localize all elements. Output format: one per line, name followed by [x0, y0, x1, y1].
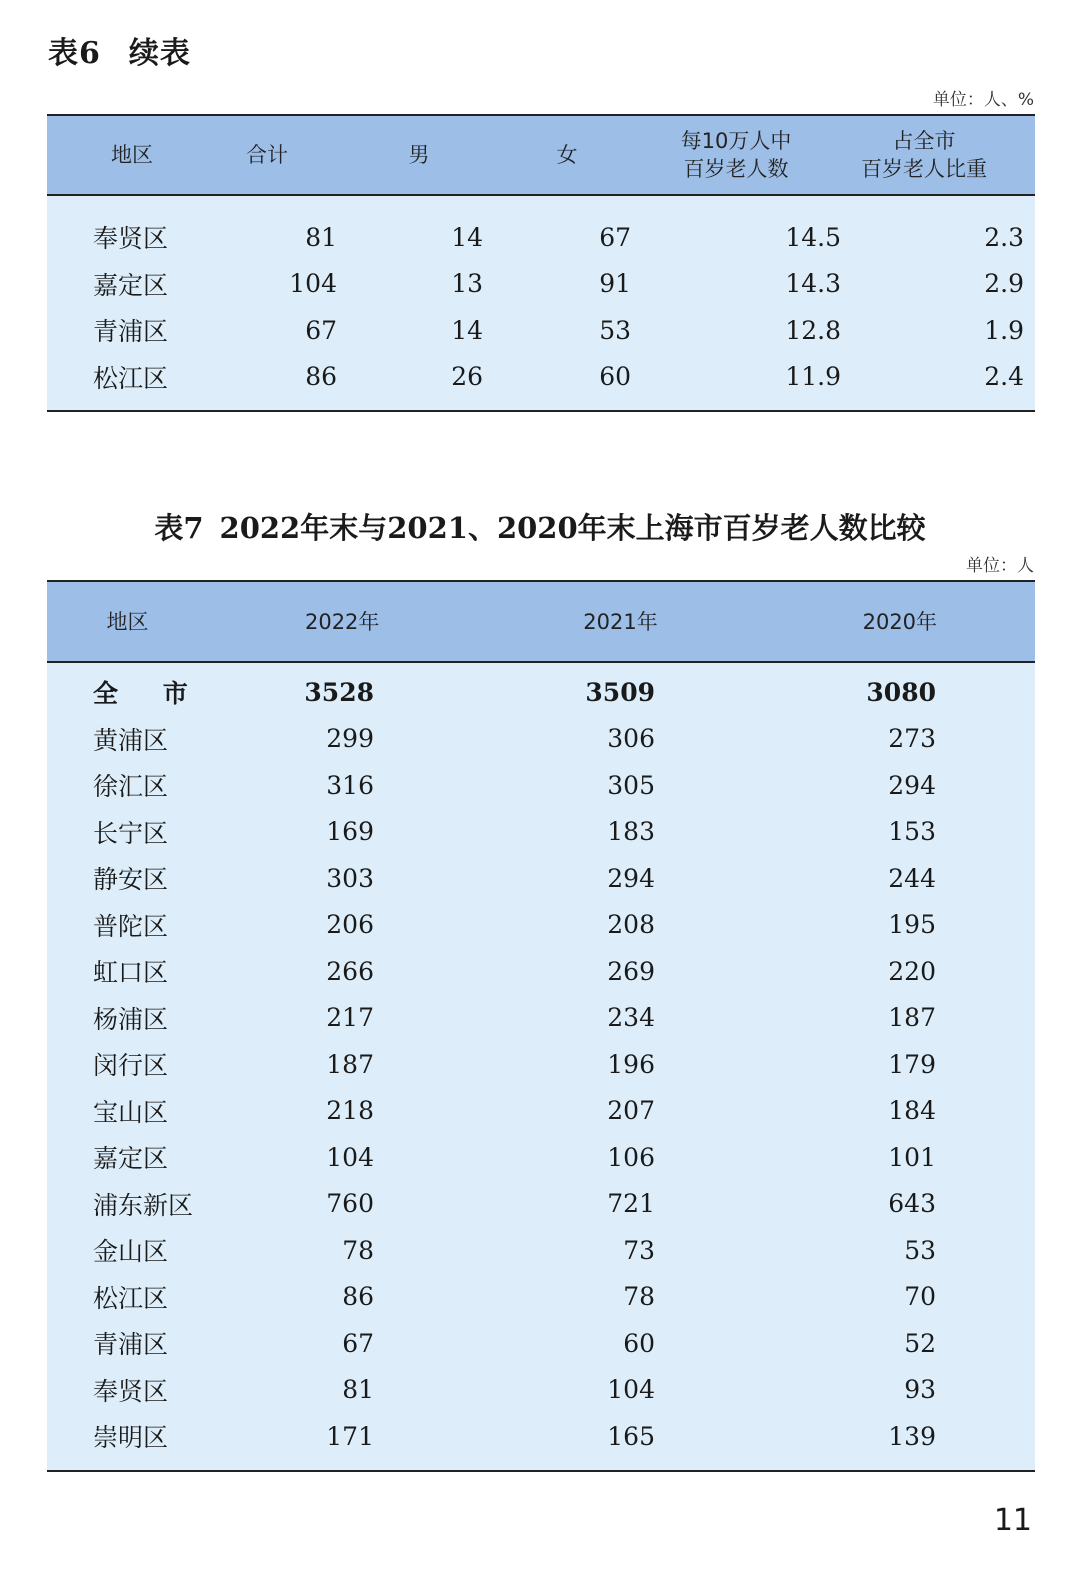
cell-2021: 305	[607, 770, 655, 800]
header-2021: 2021年	[583, 609, 658, 634]
header-region: 地区	[106, 609, 149, 634]
table-row	[47, 902, 1035, 949]
cell-share: 2.3	[984, 222, 1024, 252]
cell-2020: 101	[888, 1142, 936, 1172]
table-row	[47, 307, 1035, 354]
cell-2020: 187	[888, 1003, 936, 1033]
cell-2022: 187	[326, 1049, 374, 1079]
cell-total: 86	[305, 362, 337, 392]
cell-per100k: 12.8	[785, 315, 841, 345]
cell-2020: 294	[888, 770, 936, 800]
cell-2021: 183	[607, 817, 655, 847]
cell-2022: 206	[326, 910, 374, 940]
cell-2020: 70	[904, 1282, 936, 1312]
table-row	[47, 214, 1035, 261]
table-row	[47, 762, 1035, 809]
cell-region: 全 市	[93, 679, 206, 709]
header-male: 男	[408, 143, 430, 167]
table-row	[47, 354, 1035, 401]
table-row	[47, 1088, 1035, 1135]
cell-region: 青浦区	[93, 317, 169, 347]
cell-2021: 294	[607, 863, 655, 893]
cell-total: 81	[305, 222, 337, 252]
table-row	[47, 1274, 1035, 1321]
cell-female: 53	[599, 315, 631, 345]
cell-region: 闵行区	[93, 1051, 169, 1081]
header-region: 地区	[111, 143, 153, 167]
cell-male: 14	[451, 222, 483, 252]
cell-2020: 93	[904, 1375, 936, 1405]
cell-2020: 184	[888, 1096, 936, 1126]
cell-region: 奉贤区	[93, 224, 169, 254]
cell-region: 黄浦区	[93, 725, 169, 755]
cell-2022: 171	[326, 1421, 374, 1451]
cell-region: 虹口区	[93, 958, 169, 988]
table-row	[47, 1227, 1035, 1274]
table6-title-text: 续表	[128, 36, 191, 71]
table-row	[47, 1413, 1035, 1460]
cell-2021: 73	[623, 1235, 655, 1265]
header-share-line2: 百岁老人比重	[861, 157, 987, 181]
header-total: 合计	[246, 143, 288, 167]
cell-2021: 269	[607, 956, 655, 986]
cell-2021: 106	[607, 1142, 655, 1172]
cell-2022: 266	[326, 956, 374, 986]
cell-share: 2.9	[984, 269, 1024, 299]
cell-share: 1.9	[984, 315, 1024, 345]
cell-2022: 760	[326, 1189, 374, 1219]
table-row	[47, 809, 1035, 856]
header-2022: 2022年	[304, 609, 380, 634]
table6-title-number: 表6	[48, 36, 101, 71]
cell-2021: 306	[607, 724, 655, 754]
table7-body	[47, 663, 1035, 1472]
cell-female: 60	[599, 362, 631, 392]
table-row	[47, 855, 1035, 902]
cell-region: 静安区	[93, 865, 169, 895]
table6-body	[47, 196, 1035, 412]
header-per100k	[613, 127, 859, 183]
cell-male: 14	[451, 315, 483, 345]
cell-2020: 139	[888, 1421, 936, 1451]
cell-region: 徐汇区	[93, 772, 169, 802]
cell-2022: 86	[342, 1282, 374, 1312]
cell-per100k: 14.5	[785, 222, 841, 252]
header-per100k-line2: 百岁老人数	[683, 157, 789, 181]
cell-2021: 60	[623, 1328, 655, 1358]
cell-2020: 195	[888, 910, 936, 940]
cell-region: 浦东新区	[93, 1190, 194, 1220]
table-row	[47, 1181, 1035, 1228]
cell-2022: 316	[326, 770, 374, 800]
cell-region: 松江区	[93, 363, 169, 393]
cell-2022: 218	[326, 1096, 374, 1126]
header-per100k-line1: 每10万人中	[680, 129, 792, 153]
cell-2020: 220	[888, 956, 936, 986]
cell-2022: 81	[342, 1375, 374, 1405]
cell-male: 13	[451, 269, 483, 299]
cell-male: 26	[451, 362, 483, 392]
cell-2021: 78	[623, 1282, 655, 1312]
table6-title	[48, 28, 191, 72]
cell-2020: 643	[888, 1189, 936, 1219]
cell-2022: 299	[326, 724, 374, 754]
header-share	[859, 127, 989, 183]
cell-2020: 3080	[866, 677, 936, 707]
cell-2020: 153	[888, 817, 936, 847]
cell-2022: 169	[326, 817, 374, 847]
cell-2022: 217	[326, 1003, 374, 1033]
table7	[47, 580, 1035, 1472]
cell-2022: 78	[342, 1235, 374, 1265]
cell-region: 奉贤区	[93, 1376, 169, 1406]
cell-2020: 244	[888, 863, 936, 893]
cell-share: 2.4	[984, 362, 1024, 392]
cell-region: 崇明区	[93, 1423, 169, 1453]
table-row	[47, 995, 1035, 1042]
cell-region: 普陀区	[93, 911, 169, 941]
table-row	[47, 1320, 1035, 1367]
cell-region: 宝山区	[93, 1097, 169, 1127]
table7-header	[47, 580, 1035, 663]
cell-2022: 303	[326, 863, 374, 893]
table7-title-number: 表7	[154, 511, 204, 545]
cell-2020: 179	[888, 1049, 936, 1079]
table7-unit: 单位：人	[966, 556, 1034, 576]
cell-female: 91	[599, 269, 631, 299]
cell-2022: 67	[342, 1328, 374, 1358]
table-row-total	[47, 669, 1035, 716]
cell-total: 67	[305, 315, 337, 345]
cell-2021: 208	[607, 910, 655, 940]
cell-region: 嘉定区	[93, 1144, 169, 1174]
cell-2022: 3528	[304, 677, 374, 707]
table-row	[47, 716, 1035, 763]
cell-2021: 721	[607, 1189, 655, 1219]
header-share-line1: 占全市	[892, 129, 956, 153]
cell-2020: 52	[904, 1328, 936, 1358]
cell-region: 杨浦区	[93, 1004, 169, 1034]
header-2020: 2020年	[862, 609, 938, 634]
cell-per100k: 11.9	[785, 362, 841, 392]
cell-2022: 104	[326, 1142, 374, 1172]
table-row	[47, 948, 1035, 995]
table-row	[47, 1041, 1035, 1088]
cell-2020: 53	[904, 1235, 936, 1265]
cell-2021: 3509	[585, 677, 655, 707]
cell-region: 金山区	[93, 1237, 169, 1267]
cell-female: 67	[599, 222, 631, 252]
table7-title-text: 2022年末与2021、2020年末上海市百岁老人数比较	[219, 511, 926, 545]
table-row	[47, 1134, 1035, 1181]
cell-region: 嘉定区	[93, 270, 169, 300]
table6-header	[47, 114, 1035, 196]
cell-2021: 165	[607, 1421, 655, 1451]
table6-unit: 单位：人、%	[932, 90, 1034, 110]
cell-total: 104	[289, 269, 337, 299]
cell-region: 松江区	[93, 1283, 169, 1313]
cell-2021: 207	[607, 1096, 655, 1126]
table-row	[47, 1367, 1035, 1414]
cell-2021: 104	[607, 1375, 655, 1405]
cell-2020: 273	[888, 724, 936, 754]
cell-2021: 234	[607, 1003, 655, 1033]
page-number: 11	[993, 1503, 1032, 1538]
header-female: 女	[556, 143, 578, 167]
cell-2021: 196	[607, 1049, 655, 1079]
cell-per100k: 14.3	[785, 269, 841, 299]
table-row	[47, 261, 1035, 308]
cell-region: 青浦区	[93, 1330, 169, 1360]
table6	[47, 114, 1035, 412]
table7-title	[0, 506, 1080, 547]
cell-region: 长宁区	[93, 818, 169, 848]
